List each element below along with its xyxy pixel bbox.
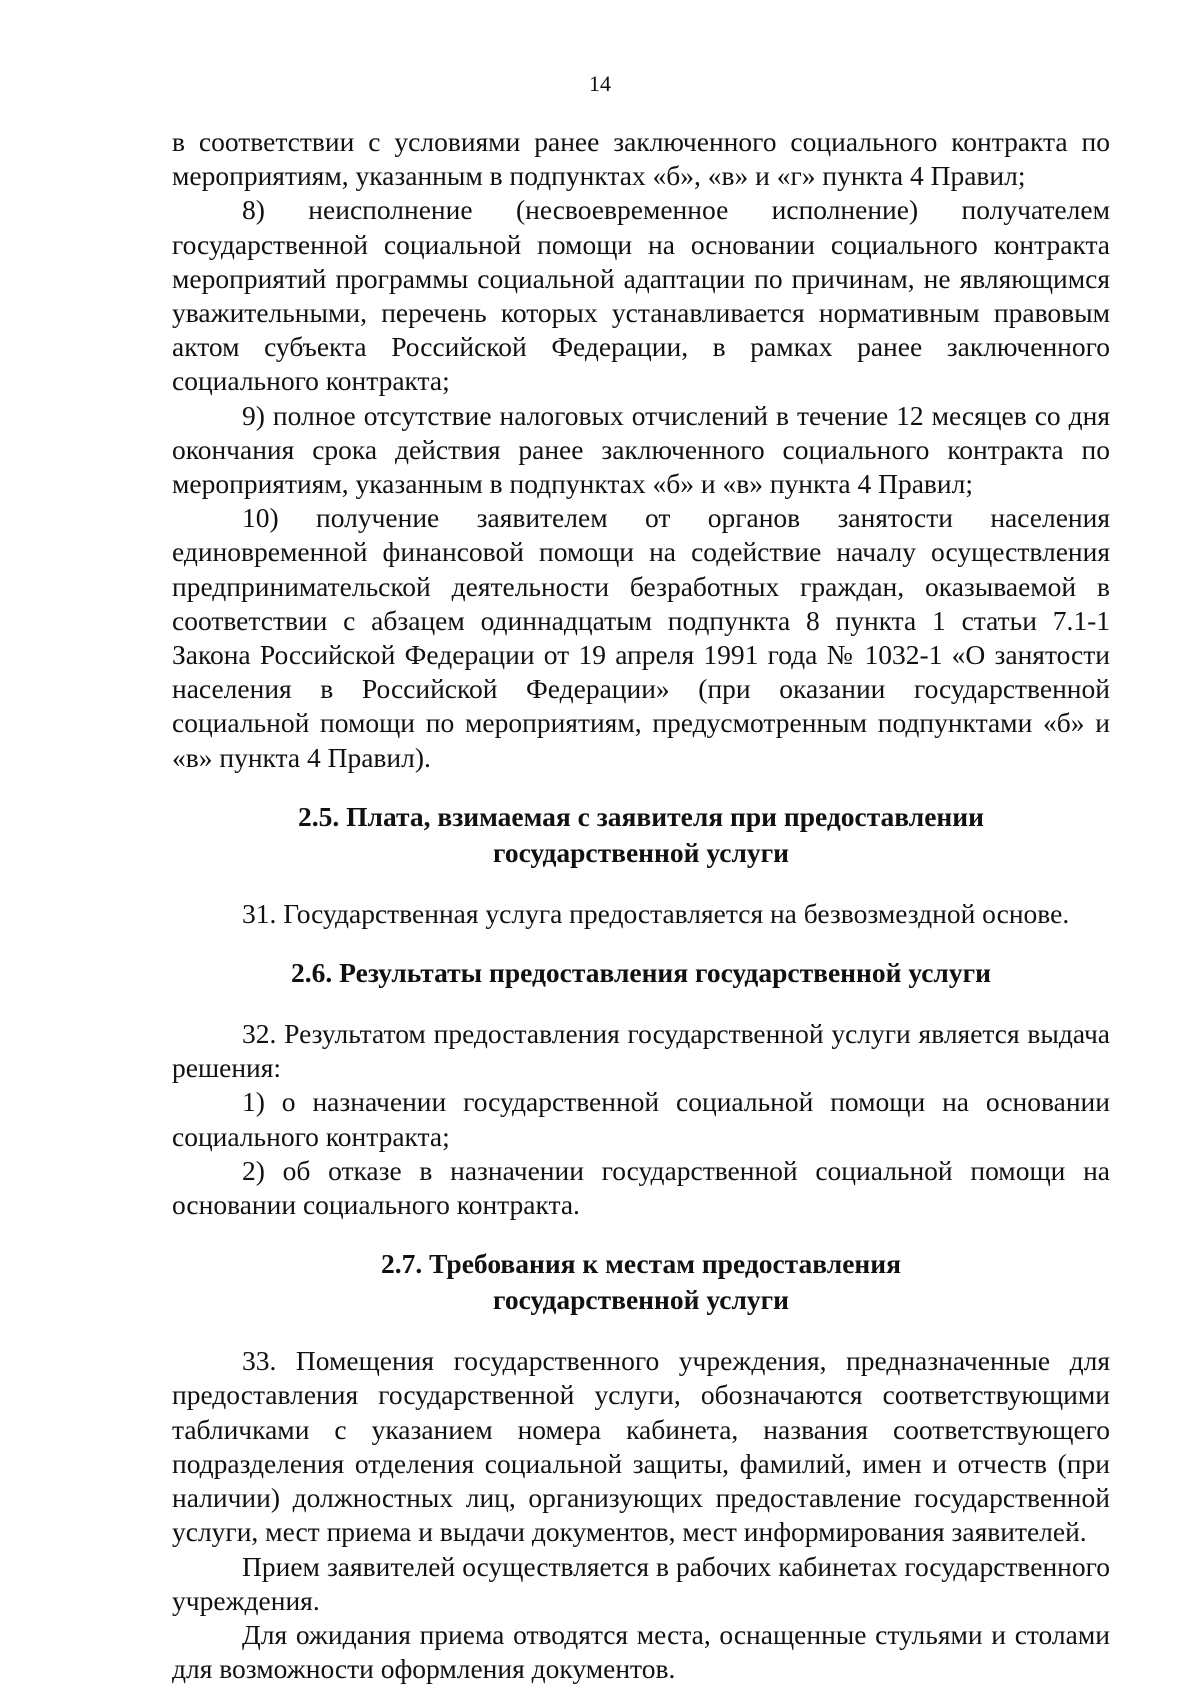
section-heading-2-5	[172, 799, 1110, 871]
section-heading-2-5-line1: 2.5. Плата, взимаемая с заявителя при предоставлении	[298, 800, 984, 832]
paragraph-32-item-2: 2) об отказе в назначении государственной социальной помощи на основании социального контракта.	[172, 1154, 1110, 1221]
paragraph-continuation: в соответствии с условиями ранее заключенного социального контракта по мероприятиям, указанным в подпунктах «б», «в» и «г» пункта 4 Правил;	[172, 126, 1110, 192]
section-heading-2-7-line2: государственной услуги	[493, 1284, 789, 1316]
section-heading-2-6-line1: 2.6. Результаты предоставления государственной услуги	[291, 957, 991, 989]
paragraph-33: 33. Помещения государственного учреждения, предназначенные для предоставления государственной услуги, обозначаются соответствующими табличками с указанием номера кабинета, названия соответствующего подразделения отделения социальной защиты, фамилий, имен и отчеств (при наличии) должностных лиц, организующих предоставление государственной услуги, мест приема и выдачи документов, мест информирования заявителей.	[172, 1345, 1110, 1548]
paragraph-32: 32. Результатом предоставления государственной услуги является выдача решения:	[172, 1018, 1110, 1084]
paragraph-item-8: 8) неисполнение (несвоевременное исполнение) получателем государственной социальной помощи на основании социального контракта мероприятий программы социальной адаптации по причинам, не являющимся уважительными, перечень которых устанавливается нормативным правовым актом субъекта Российской Федерации, в рамках ранее заключенного социального контракта;	[172, 194, 1110, 397]
paragraph-item-9: 9) полное отсутствие налоговых отчислений в течение 12 месяцев со дня окончания срока действия ранее заключенного социального контракта по мероприятиям, указанным в подпунктах «б» и «в» пункта 4 Правил;	[172, 399, 1110, 500]
paragraph-33-waiting: Для ожидания приема отводятся места, оснащенные стульями и столами для возможности оформления документов.	[172, 1618, 1110, 1685]
paragraph-33-reception: Прием заявителей осуществляется в рабочих кабинетах государственного учреждения.	[172, 1550, 1110, 1616]
section-heading-2-7	[172, 1246, 1110, 1318]
paragraph-item-10: 10) получение заявителем от органов занятости населения единовременной финансовой помощи на содействие началу осуществления предпринимательской деятельности безработных граждан, оказываемой в соответствии с абзацем одиннадцатым подпункта 8 пункта 1 статьи 7.1-1 Закона Российской Федерации от 19 апреля 1991 года № 1032-1 «О занятости населения в Российской Федерации» (при оказании государственной социальной помощи по мероприятиям, предусмотренным подпунктами «б» и «в» пункта 4 Правил).	[172, 502, 1110, 773]
document-body	[172, 125, 1110, 1686]
paragraph-32-item-1: 1) о назначении государственной социальной помощи на основании социального контракта;	[172, 1086, 1110, 1152]
page-number: 14	[589, 71, 611, 96]
section-heading-2-5-line2: государственной услуги	[493, 836, 789, 868]
paragraph-31: 31. Государственная услуга предоставляется на безвозмездной основе.	[242, 897, 1070, 929]
section-heading-2-7-line1: 2.7. Требования к местам предоставления	[381, 1248, 901, 1280]
section-heading-2-6	[172, 955, 1110, 991]
